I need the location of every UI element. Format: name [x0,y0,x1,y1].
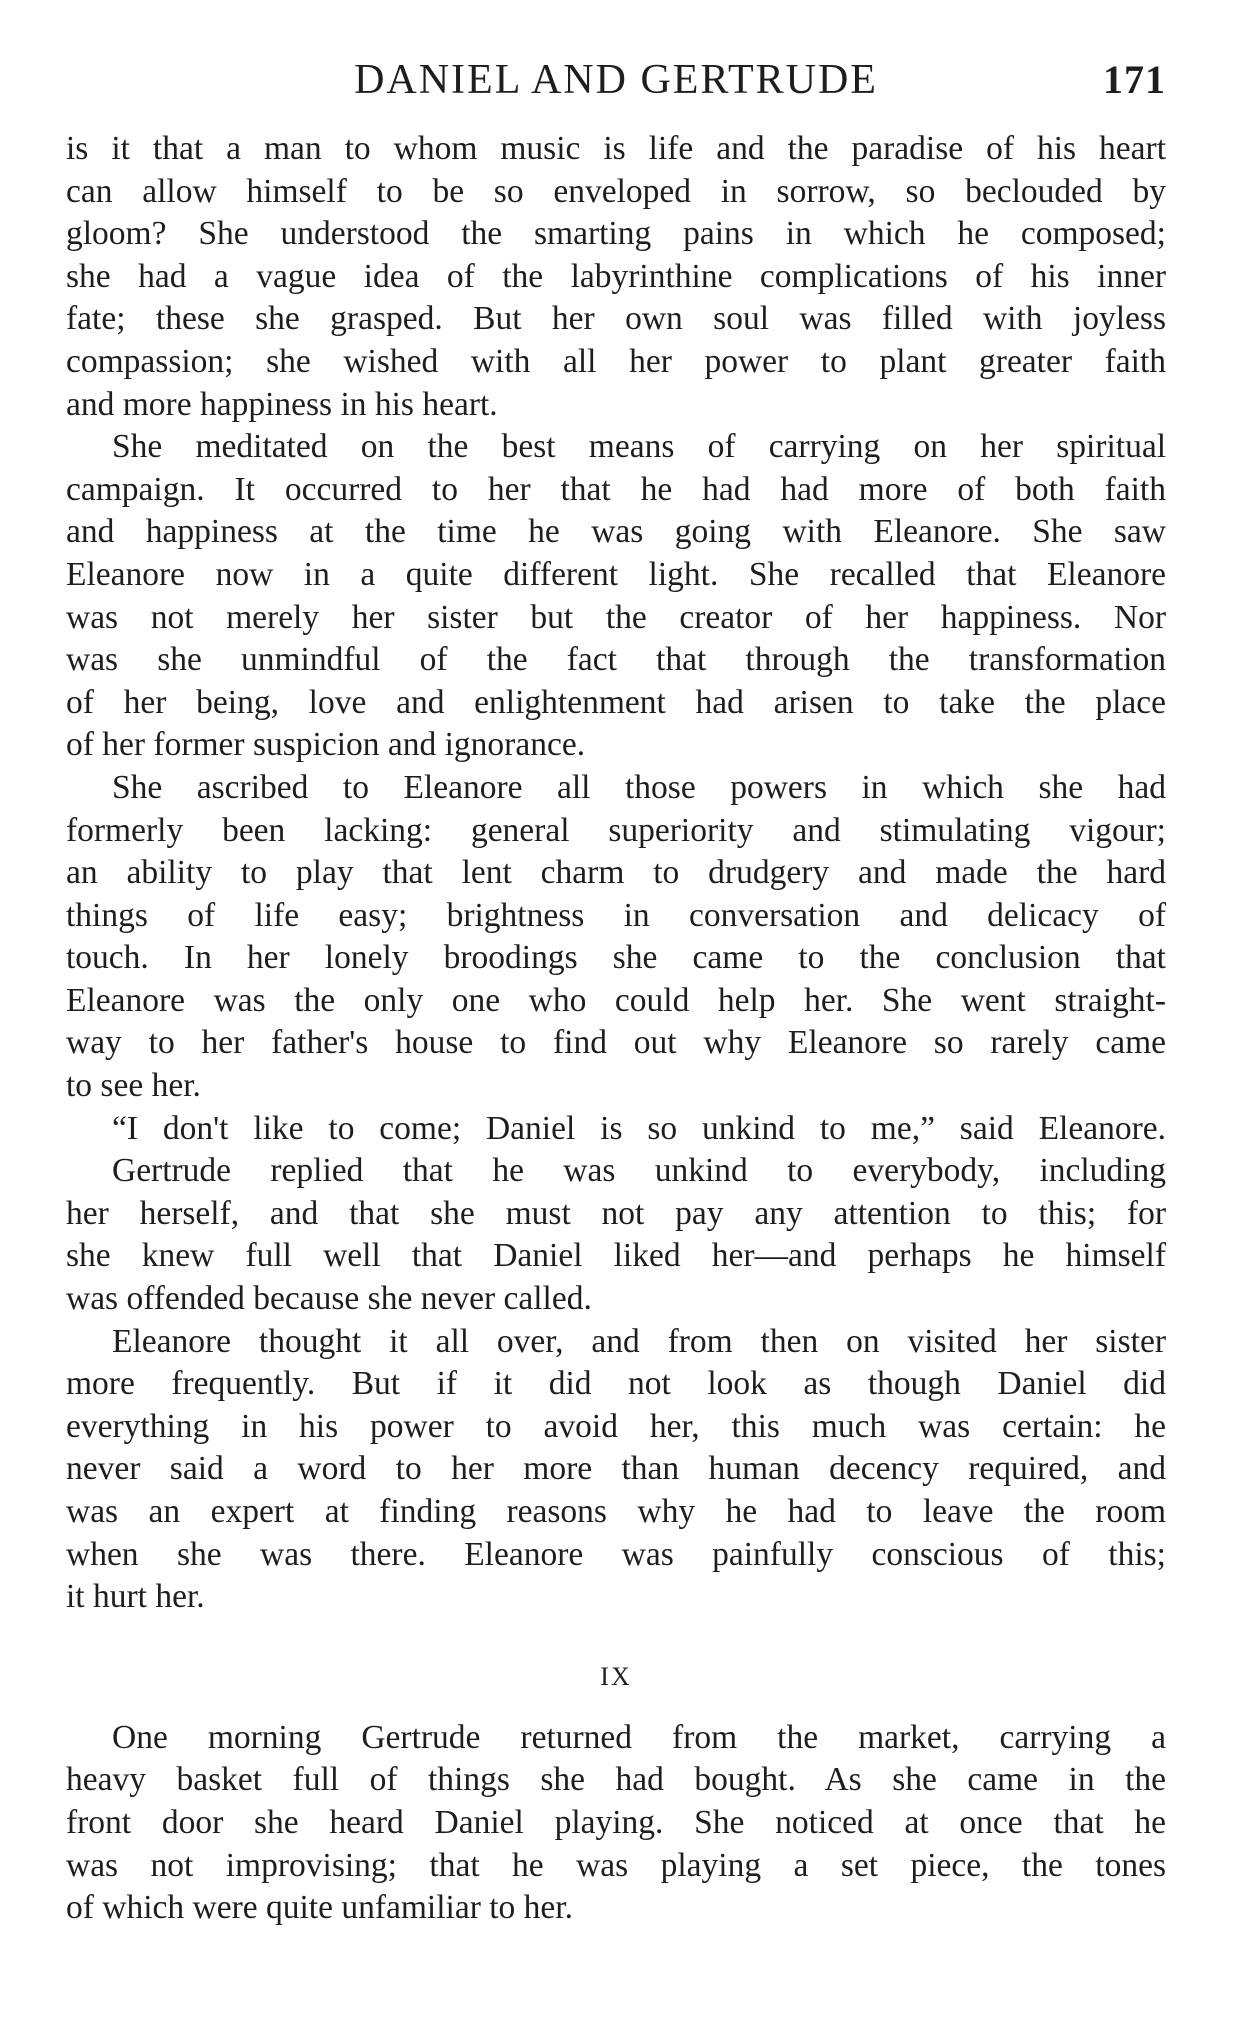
text-line: One morning Gertrude returned from the market, carrying a [112,1718,1166,1756]
text-line: fate; these she grasped. But her own soul was filled with joyless [66,300,1166,338]
text-line: everything in his power to avoid her, this much was certain: he [66,1407,1166,1445]
text-line: of her being, love and enlightenment had arisen to take the place [66,683,1166,721]
paragraph-3 [66,767,1166,1108]
text-line: Eleanore thought it all over, and from then on visited her sister [112,1322,1166,1360]
paragraph-5 [66,1150,1166,1320]
text-line: Eleanore now in a quite different light. She recalled that Eleanore [66,555,1166,593]
text-line: was not improvising; that he was playing a set piece, the tones [66,1846,1166,1884]
text-line: compassion; she wished with all her power to plant greater faith [66,342,1166,380]
running-title: DANIEL AND GERTRUDE [354,57,878,103]
text-line: can allow himself to be so enveloped in sorrow, so beclouded by [66,172,1166,210]
text-line: things of life easy; brightness in conversation and delicacy of [66,896,1166,934]
text-line: to see her. [66,1067,201,1105]
text-line: of her former suspicion and ignorance. [66,726,586,764]
paragraph-6 [66,1321,1166,1619]
section-paragraph-1 [66,1717,1166,1930]
page-number: 171 [1103,57,1166,102]
text-line: Eleanore was the only one who could help her. She went straight- [66,981,1166,1019]
text-line: it hurt her. [66,1578,205,1616]
paragraph-1 [66,128,1166,426]
text-line: of which were quite unfamiliar to her. [66,1889,573,1927]
text-line: gloom? She understood the smarting pains in which he composed; [66,215,1166,253]
text-line: is it that a man to whom music is life and the paradise of his heart [66,130,1166,167]
text-line: formerly been lacking: general superiority and stimulating vigour; [66,811,1166,849]
text-line: and happiness at the time he was going with Eleanore. She saw [66,513,1166,551]
text-line: She meditated on the best means of carrying on her spiritual [112,428,1166,466]
text-line: she had a vague idea of the labyrinthine complications of his inner [66,257,1166,295]
text-line: front door she heard Daniel playing. She noticed at once that he [66,1803,1166,1841]
text-line: way to her father's house to find out why Eleanore so rarely came [66,1024,1166,1062]
paragraph-4 [66,1108,1166,1151]
text-line: her herself, and that she must not pay any attention to this; for [66,1194,1166,1232]
text-line: never said a word to her more than human decency required, and [66,1450,1166,1488]
text-line: was not merely her sister but the creator of her happiness. Nor [66,598,1166,636]
text-line: more frequently. But if it did not look as though Daniel did [66,1365,1166,1403]
text-line: and more happiness in his heart. [66,385,498,423]
paragraph-2 [66,426,1166,767]
text-line: campaign. It occurred to her that he had had more of both faith [66,470,1166,508]
text-line: when she was there. Eleanore was painfully conscious of this; [66,1535,1166,1573]
body-text [66,128,1166,1930]
text-line: was she unmindful of the fact that through the transformation [66,641,1166,679]
running-head [66,50,1166,110]
text-line: “I don't like to come; Daniel is so unkind to me,” said Eleanore. [112,1109,1166,1147]
text-line: she knew full well that Daniel liked her—and perhaps he himself [66,1237,1166,1275]
text-line: an ability to play that lent charm to drudgery and made the hard [66,854,1166,892]
section-heading: IX [600,1661,632,1691]
text-line: Gertrude replied that he was unkind to everybody, including [112,1152,1166,1190]
text-line: touch. In her lonely broodings she came to the conclusion that [66,939,1166,977]
text-line: She ascribed to Eleanore all those powers in which she had [112,768,1166,806]
text-line: heavy basket full of things she had bought. As she came in the [66,1761,1166,1799]
text-line: was an expert at finding reasons why he had to leave the room [66,1493,1166,1530]
text-line: was offended because she never called. [66,1280,592,1318]
